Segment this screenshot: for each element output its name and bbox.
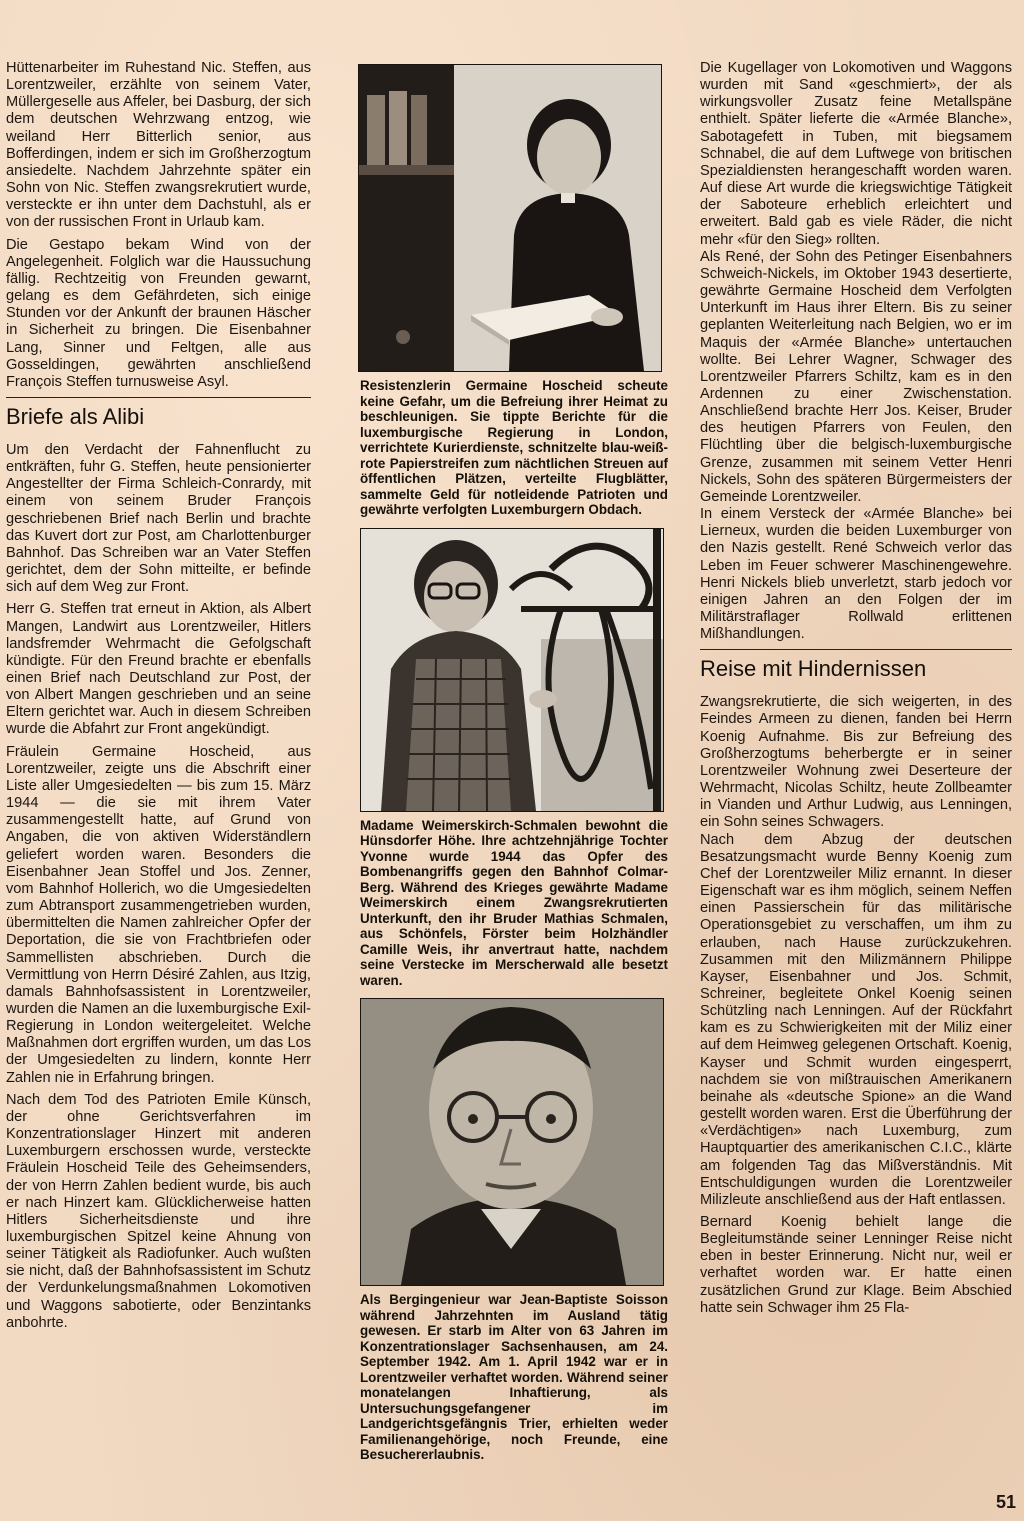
photo-caption: Madame Weimerskirch-Schmalen bewohnt die Hünsdorfer Höhe. Ihre achtzehnjährige Tochter Yvonne wurde 1944 das Opfer des Bombenangriffs gegen den Bahnhof Colmar-Berg. Während des Krieges gewährte Madame Weimerskirch einem Zwangsrekrutierten Unterkunft, den ihr Bruder Mathias Schmalen, aus Schönfels, Förster beim Holzhändler Camille Weis, ihr anvertraut hatte, nachdem seine Verstecke im Merscherwald alle besetzt waren. bbox=[360, 817, 668, 988]
woman-with-book-image bbox=[359, 65, 661, 371]
page-number: 51 bbox=[995, 1492, 1016, 1512]
text-column-left bbox=[6, 60, 311, 1337]
man-with-glasses-image bbox=[361, 999, 663, 1285]
photo-germaine-hoscheid bbox=[358, 64, 662, 372]
paragraph: In einem Versteck der «Armée Blanche» bei Lierneux, wurden die beiden Luxemburger von den Nazis gestellt. René Schweich verlor das Leben im Feuer schwerer Maschinengewehre. Henri Nickels blieb unverletzt, starb jedoch vor einigen Jahren an den Folgen der im Militärstraflager Rollwald erlittenen Mißhandlungen. bbox=[700, 506, 1012, 643]
paragraph: Herr G. Steffen trat erneut in Aktion, als Albert Mangen, Landwirt aus Lorentzweiler, Hitlers landsfremder Wehrmacht die Gefolgschaft kündigte. Für den Freund brachte er ebenfalls einen Brief nach Deutschland zur Post, der von Albert Mangen geschrieben und an seine Eltern gerichtet war. Auch in diesem Schreiben wurde die Abfahrt zur Front angekündigt. bbox=[6, 601, 311, 738]
paragraph: Als René, der Sohn des Petinger Eisenbahners Schweich-Nickels, im Oktober 1943 desertierte, gewährte Germaine Hoscheid dem Verfolgten Unterkunft im Haus ihrer Eltern. Bis zu seiner geplanten Weiterleitung nach Belgien, wo er im Maquis der «Armée Blanche» untertauchen wollte. Bei Lehrer Wagner, Schwager des Lorentzweiler Pfarrers Schiltz, kam es in den Ardennen zu einer Zwischenstation. Anschließend brachte Herr Jos. Keiser, Bruder des heutigen Pfarrers von Feulen, den Flüchtling über die belgisch-luxemburgische Grenze, zusammen mit seinem Vetter Henri Nickels, Sohn des späteren Bürgermeisters der Gemeinde Lorentzweiler. bbox=[700, 248, 1012, 505]
photo-madame-weimerskirch bbox=[360, 528, 664, 812]
photo-column-center bbox=[356, 64, 668, 1473]
section-heading-reise-mit-hindernissen: Reise mit Hindernissen bbox=[700, 649, 1012, 686]
photo-jean-baptiste-soisson bbox=[360, 998, 664, 1286]
paragraph: Um den Verdacht der Fahnenflucht zu entkräften, fuhr G. Steffen, heute pensionierter Angestellter der Firma Schleich-Conrardy, mit einem von seinem Bruder François geschriebenen Brief nach Berlin und brachte das Kuvert dort zur Post, am Charlottenburger Bahnhof. Das Schreiben war an Vater Steffen gerichtet, dem der Sohn mitteilte, er befinde sich auf dem Weg zur Front. bbox=[6, 441, 311, 596]
paragraph: Die Gestapo bekam Wind von der Angelegenheit. Folglich war die Haussuchung fällig. Rechtzeitig von Freunden gewarnt, gelang es dem Gefährdeten, sich einige Stunden vor der Ankunft der braunen Häscher in Sicherheit zu bringen. Die Eisenbahner Lang, Sinner und Feltgen, alle aus Gosseldingen, gewährten anschließend François Steffen turnusweise Asyl. bbox=[6, 236, 311, 390]
paragraph: Bernard Koenig behielt lange die Begleitumstände seiner Lenninger Reise nicht eben in bester Erinnerung. Nicht nur, weil er verhaftet worden war. Er hatte einen zusätzlichen Grund zur Klage. Beim Abschied hatte sein Schwager ihm 25 Fla- bbox=[700, 1214, 1012, 1316]
paragraph: Nach dem Abzug der deutschen Besatzungsmacht wurde Benny Koenig zum Chef der Lorentzweiler Miliz ernannt. In dieser Eigenschaft war es ihm möglich, seinem Neffen einen Passierschein für das militärische Operationsgebiet zu verschaffen, um ihm zu erlauben, nach Hause zurückzukehren. Zusammen mit den Milizmännern Philippe Kayser, Eisenbahner und Jos. Schmit, Schreiner, begleitete Onkel Koenig seinen Schützling nach Lenningen. Auf der Rückfahrt kam es zu Schwierigkeiten mit der Miliz einer auf dem Heimweg gelegenen Ortschaft. Koenig, Kayser und Schmit wurden eingesperrt, nachdem sie von mißtrauischen Amerikanern beinahe als «deutsche Spione» an die Wand gestellt worden waren. Erst die Überführung der «Verdächtigen» nach Luxemburg, zum Hauptquartier des amerikanischen C.I.C., klärte am folgenden Tag das Mißverständnis. Mit Entschuldigungen wurden die Lorentzweiler Milizleute anschließend aus der Haft entlassen. bbox=[700, 831, 1012, 1208]
paragraph: Fräulein Germaine Hoscheid, aus Lorentzweiler, zeigte uns die Abschrift einer Liste aller Umgesiedelten — bis zum 15. März 1944 — die sie mit ihrem Vater zusammengestellt hatte, auf Grund von Angaben, die von aktiven Widerständlern geliefert worden waren. Besonders die Eisenbahner Jean Stoffel und Jos. Zenner, vom Bahnhof Hollerich, wo die Umgesiedelten zum Abtransport zusammengetrieben wurden, übermittelten die Namen zahlreicher Opfer der Deportation, die sie von Frachtbriefen oder Sammellisten abschrieben. Durch die Vermittlung von Herrn Désiré Zahlen, aus Itzig, damals Bahnhofsassistent in Lorentzweiler, wurden die Namen an die luxemburgische Exil-Regierung in London weitergeleitet. Welche Maßnahmen dort ergriffen wurden, um das Los der Umgesiedelten zu lindern, konnte Herr Zahlen nie in Erfahrung bringen. bbox=[6, 743, 312, 1086]
paragraph: Nach dem Tod des Patrioten Emile Künsch, der ohne Gerichtsverfahren im Konzentrationslager Hinzert mit anderen Luxemburgern erschossen wurde, versteckte Fräulein Hoscheid Teile des Geheimsenders, der von Herrn Zahlen bedient wurde, bis auch er nach Hinzert kam. Glücklicherweise hatten Hitlers Sicherheitsdienste und ihre luxemburgischen Spitzel keine Ahnung von seiner Tätigkeit als Radiofunker. Auch wußten sie nicht, daß der Bahnhofsassistent im Schutz der Verdunkelungsmaßnahmen Lokomotiven und Waggons sabotierte, oder Benzintanks anbohrte. bbox=[6, 1091, 311, 1331]
text-column-right bbox=[700, 60, 1012, 1322]
photo-caption: Resistenzlerin Germaine Hoscheid scheute keine Gefahr, um die Befreiung ihrer Heimat zu beschleunigen. Sie tippte Berichte für die luxemburgische Regierung in London, verrichtete Kurierdienste, schnitzelte blau-weiß-rote Papierstreifen zum nächtlichen Streuen auf öffentlichen Plätzen, verteilte Flugblätter, sammelte Geld für notleidende Patrioten und gewährte verfolgten Luxemburgern Obdach. bbox=[360, 378, 668, 517]
paragraph: Zwangsrekrutierte, die sich weigerten, in des Feindes Armeen zu dienen, fanden bei Herrn Koenig Aufnahme. Bis zur Befreiung des Großherzogtums beherbergte er in seiner Lorentzweiler Wohnung zwei Deserteure der Wehrmacht, Nicolas Schiltz, heute Zollbeamter in Vianden und Arthur Ludwig, aus Lenningen, ein Sohn seines Schwagers. bbox=[700, 694, 1012, 831]
paragraph: Hüttenarbeiter im Ruhestand Nic. Steffen, aus Lorentzweiler, erzählte von seinem Vater, Müllergeselle aus Affeler, bei Dasburg, der sich dem deutschen Wehrzwang entzog, wie weiland Herr Bitterlich senior, aus Bofferdingen, indem er sich im Großherzogtum ansiedelte. Nachdem Jahrzehnte später ein Sohn von Nic. Steffen zwangsrekrutiert wurde, versteckte er ihn unter dem Dachstuhl, als er von der russischen Front in Urlaub kam. bbox=[6, 60, 311, 231]
photo-caption: Als Bergingenieur war Jean-Baptiste Soisson während Jahrzehnten im Ausland tätig gewesen. Er starb im Alter von 63 Jahren im Konzentrationslager Sachsenhausen, am 24. September 1942. Am 1. April 1942 war er in Lorentzweiler verhaftet worden. Während seiner monatelangen Inhaftierung, als Untersuchungsgefangener im Landgerichtsgefängnis Trier, erhielten weder Familienangehörige, noch Freunde, eine Besuchererlaubnis. bbox=[360, 1292, 668, 1462]
section-heading-briefe-als-alibi: Briefe als Alibi bbox=[6, 397, 311, 434]
woman-at-railing-image bbox=[361, 529, 663, 811]
paragraph: Die Kugellager von Lokomotiven und Waggons wurden mit Sand «geschmiert», der als wirkungsvoller Zusatz feine Metallspäne enthielt. Später lieferte die «Armée Blanche», Sabotagefett in Tuben, mit biegsamem Schnabel, die auf dem Luftwege von britischen Spezialdiensten herangeschafft worden waren. Auf diese Art wurde die kriegswichtige Tätigkeit der Saboteure erheblich erleichtert und erweitert. Bald gab es viele Räder, die nicht mehr «für den Sieg» rollten. bbox=[700, 60, 1012, 248]
